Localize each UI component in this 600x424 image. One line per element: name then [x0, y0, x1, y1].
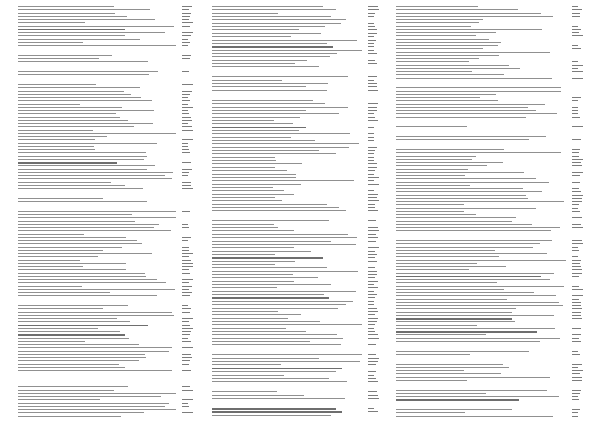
- toc-entry: [396, 341, 586, 344]
- toc-column-right: [396, 6, 586, 418]
- toc-entry: [212, 398, 380, 401]
- toc-entry: [212, 210, 380, 213]
- toc-entry: [212, 381, 380, 384]
- toc-entry: [18, 45, 196, 48]
- toc-entry: [18, 370, 196, 373]
- toc-column-middle: [212, 6, 380, 418]
- toc-entry: [396, 230, 586, 233]
- toc-entry: [396, 117, 586, 120]
- toc-entry: [396, 139, 586, 142]
- toc-entry: [18, 188, 196, 191]
- toc-entry: [396, 380, 586, 383]
- toc-entry: [396, 416, 586, 419]
- toc-entry: [212, 344, 380, 347]
- toc-entry: [18, 201, 196, 204]
- toc-entry: [18, 295, 196, 298]
- toc-column-left: [18, 6, 196, 418]
- toc-entry: [18, 416, 196, 419]
- toc-entry: [396, 354, 586, 357]
- toc-entry: [18, 74, 196, 77]
- toc-entry: [212, 415, 380, 418]
- toc-entry: [18, 61, 196, 64]
- toc-entry: [212, 90, 380, 93]
- toc-entry: [396, 126, 586, 129]
- toc-entry: [212, 66, 380, 69]
- toc-entry: [396, 399, 586, 402]
- toc-entry: [396, 78, 586, 81]
